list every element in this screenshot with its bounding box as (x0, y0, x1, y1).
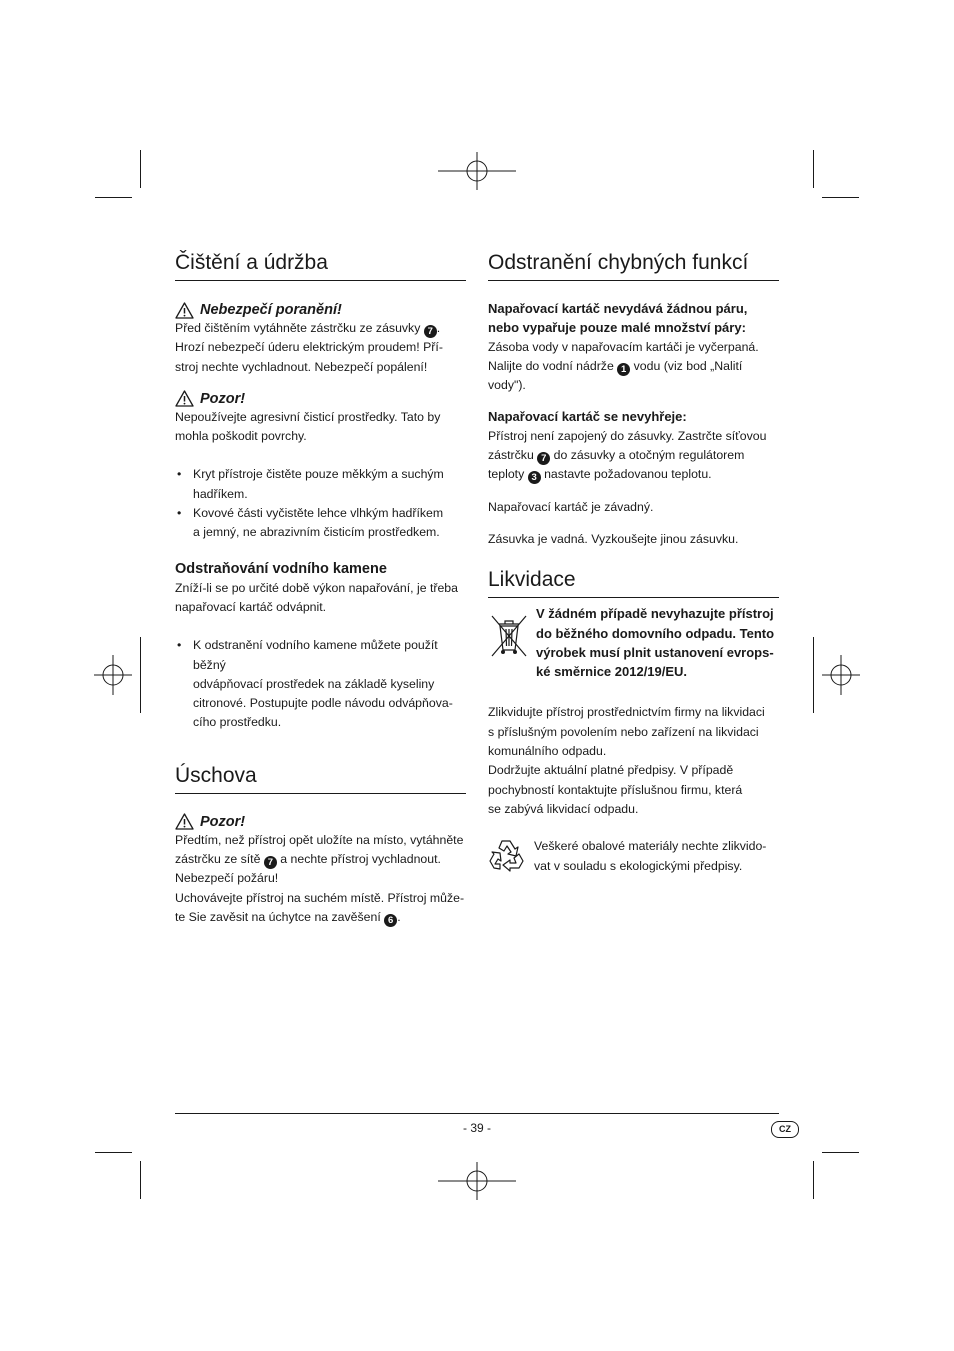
caution-warning-text: Nepoužívejte agresivní čisticí prostředky. Tato by mohla poškodit povrchy. (175, 409, 441, 444)
disposal-instructions: Zlikvidujte přístroj prostřednictvím firmy na likvidaci s příslušným povolením nebo zařízení na likvidaci komunálního odpadu. Dodržujte aktuální platné předpisy. V případě pochybností kontaktujte příslušnou firmu, která se zabývá likvidací odpadu. (488, 705, 765, 816)
left-column (175, 250, 466, 927)
descaling-heading: Odstraňování vodního kamene (175, 560, 387, 577)
warning-triangle-icon (175, 813, 194, 830)
storage-text: Předtím, než přístroj opět uložíte na místo, vytáhněte zástrčku ze sítě 7 a nechte přístroj vychladnout. Nebezpečí požáru! Uchovávejte přístroj na suchém místě. Přístroj může- te Sie zavěsit na úchytce na zavěšení 6 . (175, 832, 465, 926)
footer-divider (175, 1113, 779, 1114)
crossed-bin-icon (488, 612, 530, 660)
warning-triangle-icon (175, 390, 194, 407)
recycle-icon (488, 837, 528, 875)
descaling-text: Zníží-li se po určité době výkon napařování, je třeba napařovací kartáč odvápnit. (175, 580, 458, 614)
weee-notice-text: V žádném případě nevyhazujte přístroj do běžného domovního odpadu. Tento výrobek musí plnit ustanovení evrops- ké směrnice 2012/19/EU. (536, 606, 775, 680)
cleaning-heading: Čištění a údržba (175, 250, 466, 281)
part-number-badge: 6 (384, 914, 397, 927)
warning-triangle-icon (175, 302, 194, 319)
cause-defective-socket: Zásuvka je vadná. Vyzkoušejte jinou zásuvku. (488, 531, 739, 546)
packaging-notice-text: Veškeré obalové materiály nechte zlikvido- vat v souladu s ekologickými předpisy. (534, 839, 767, 873)
part-number-badge: 7 (264, 856, 277, 869)
cleaning-bullet-list (175, 465, 466, 542)
right-column (488, 250, 779, 876)
problem-no-heat-text: Přístroj není zapojený do zásuvky. Zastrčte síťovou zástrčku 7 do zásuvky a otočným regulátorem teploty 3 nastavte požadovanou teplotu. (488, 428, 767, 484)
part-number-badge: 1 (617, 363, 630, 376)
packaging-notice (488, 837, 779, 876)
injury-warning-text: Před čištěním vytáhněte zástrčku ze zásuvky 7 . Hrozí nebezpečí úderu elektrickým proudem! Pří- stroj nechte vychladnout. Nebezpečí popálení! (175, 321, 443, 374)
problem-no-heat-title: Napařovací kartáč se nevyhřeje: (488, 409, 687, 425)
problem-no-steam-title: Napařovací kartáč nevydává žádnou páru, nebo vypařuje pouze malé množství páry: (488, 301, 748, 336)
registration-mark-right (822, 655, 860, 695)
disposal-heading: Likvidace (488, 567, 779, 598)
registration-mark-left (94, 655, 132, 695)
storage-heading: Úschova (175, 763, 466, 794)
injury-warning-title: Nebezpečí poranění! (175, 301, 466, 319)
language-badge: CZ (771, 1121, 799, 1138)
part-number-badge: 7 (537, 452, 550, 465)
weee-notice (488, 604, 779, 681)
problem-no-steam-text: Zásoba vody v napařovacím kartáči je vyčerpaná. Nalijte do vodní nádrže 1 vodu (viz bod „Nalití vody"). (488, 339, 759, 393)
list-item: • Kryt přístroje čistěte pouze měkkým a suchým hadříkem. (175, 465, 466, 504)
caution-warning-title: Pozor! (175, 390, 466, 408)
part-number-badge: 7 (424, 325, 437, 338)
registration-mark-bottom (438, 1162, 516, 1200)
descaling-bullet-list (175, 636, 466, 732)
cause-defective-brush: Napařovací kartáč je závadný. (488, 499, 654, 514)
list-item: • Kovové části vyčistěte lehce vlhkým hadříkem a jemný, ne abrazivním čisticím prostředkem. (175, 504, 466, 543)
list-item: • K odstranění vodního kamene můžete použít běžný odvápňovací prostředek na základě kyseliny citronové. Postupujte podle návodu odvápňova- cího prostředku. (175, 636, 466, 732)
troubleshooting-heading: Odstranění chybných funkcí (488, 250, 779, 281)
storage-warning-title: Pozor! (175, 813, 466, 831)
page-number: - 39 - (462, 1121, 491, 1135)
registration-mark-top (438, 152, 516, 190)
part-number-badge: 3 (528, 471, 541, 484)
